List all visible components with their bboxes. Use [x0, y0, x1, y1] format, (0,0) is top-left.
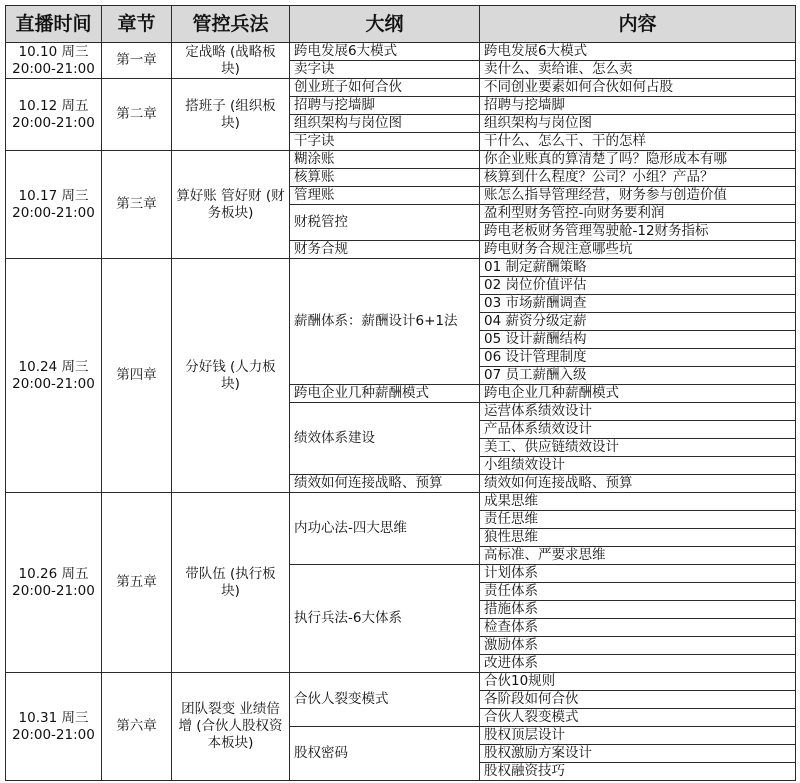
content-cell: 美工、供应链绩效设计 — [480, 439, 796, 457]
outline-cell: 财税管控 — [290, 205, 480, 241]
content-cell: 改进体系 — [480, 655, 796, 673]
content-cell: 产品体系绩效设计 — [480, 421, 796, 439]
tactic-cell: 带队伍 (执行板块) — [172, 493, 290, 673]
live-time: 20:00-21:00 — [12, 582, 95, 599]
table-row — [6, 79, 796, 97]
outline-cell: 内功心法-四大思维 — [290, 493, 480, 565]
outline-cell: 合伙人裂变模式 — [290, 673, 480, 727]
content-cell: 01 制定薪酬策略 — [480, 259, 796, 277]
content-cell: 小组绩效设计 — [480, 457, 796, 475]
outline-cell: 跨电发展6大模式 — [290, 43, 480, 61]
outline-cell: 干字诀 — [290, 133, 480, 151]
content-cell: 成果思维 — [480, 493, 796, 511]
header-outline: 大纲 — [290, 6, 480, 43]
header-row — [6, 6, 796, 43]
content-cell: 合伙10规则 — [480, 673, 796, 691]
tactic-cell: 定战略 (战略板块) — [172, 43, 290, 79]
content-cell: 责任思维 — [480, 511, 796, 529]
content-cell: 账怎么指导管理经营，财务参与创造价值 — [480, 187, 796, 205]
chapter-cell: 第五章 — [102, 493, 172, 673]
content-cell: 狼性思维 — [480, 529, 796, 547]
outline-cell: 核算账 — [290, 169, 480, 187]
header-chapter: 章节 — [102, 6, 172, 43]
live-date: 10.12 周五 — [18, 97, 89, 114]
content-cell: 07 员工薪酬入级 — [480, 367, 796, 385]
outline-cell: 组织架构与岗位图 — [290, 115, 480, 133]
content-cell: 检查体系 — [480, 619, 796, 637]
live-date: 10.24 周三 — [18, 358, 89, 375]
outline-cell: 跨电企业几种薪酬模式 — [290, 385, 480, 403]
content-cell: 跨电老板财务管理驾驶舱-12财务指标 — [480, 223, 796, 241]
content-cell: 股权顶层设计 — [480, 727, 796, 745]
outline-cell: 招聘与挖墙脚 — [290, 97, 480, 115]
outline-cell: 卖字诀 — [290, 61, 480, 79]
content-cell: 各阶段如何合伙 — [480, 691, 796, 709]
table-row — [6, 151, 796, 169]
outline-cell: 管理账 — [290, 187, 480, 205]
live-time-cell — [6, 259, 102, 493]
tactic-cell: 搭班子 (组织板块) — [172, 79, 290, 151]
schedule-table — [5, 5, 796, 781]
tactic-cell: 团队裂变 业绩倍增 (合伙人股权资本板块) — [172, 673, 290, 781]
outline-cell: 绩效体系建设 — [290, 403, 480, 475]
header-tactic: 管控兵法 — [172, 6, 290, 43]
live-date: 10.10 周三 — [18, 43, 89, 60]
live-time: 20:00-21:00 — [12, 204, 95, 221]
content-cell: 绩效如何连接战略、预算 — [480, 475, 796, 493]
content-cell: 股权融资技巧 — [480, 763, 796, 781]
header-content: 内容 — [480, 6, 796, 43]
tactic-cell: 分好钱 (人力板块) — [172, 259, 290, 493]
table-row — [6, 259, 796, 277]
content-cell: 跨电财务合规注意哪些坑 — [480, 241, 796, 259]
content-cell: 激励体系 — [480, 637, 796, 655]
content-cell: 合伙人裂变模式 — [480, 709, 796, 727]
content-cell: 盈利型财务管控-向财务要利润 — [480, 205, 796, 223]
content-cell: 高标准、严要求思维 — [480, 547, 796, 565]
live-time-cell — [6, 151, 102, 259]
content-cell: 跨电发展6大模式 — [480, 43, 796, 61]
content-cell: 04 薪资分级定薪 — [480, 313, 796, 331]
live-time-cell — [6, 673, 102, 781]
content-cell: 你企业账真的算清楚了吗？隐形成本有哪 — [480, 151, 796, 169]
live-time: 20:00-21:00 — [12, 726, 95, 743]
live-time: 20:00-21:00 — [12, 114, 95, 131]
chapter-cell: 第二章 — [102, 79, 172, 151]
live-time: 20:00-21:00 — [12, 375, 95, 392]
live-time-cell — [6, 493, 102, 673]
live-time-cell — [6, 79, 102, 151]
outline-cell: 糊涂账 — [290, 151, 480, 169]
content-cell: 措施体系 — [480, 601, 796, 619]
chapter-cell: 第三章 — [102, 151, 172, 259]
content-cell: 计划体系 — [480, 565, 796, 583]
content-cell: 03 市场薪酬调查 — [480, 295, 796, 313]
chapter-cell: 第一章 — [102, 43, 172, 79]
content-cell: 运营体系绩效设计 — [480, 403, 796, 421]
content-cell: 跨电企业几种薪酬模式 — [480, 385, 796, 403]
table-row — [6, 493, 796, 511]
live-time: 20:00-21:00 — [12, 60, 95, 77]
content-cell: 卖什么、卖给谁、怎么卖 — [480, 61, 796, 79]
outline-cell: 薪酬体系：薪酬设计6+1法 — [290, 259, 480, 385]
content-cell: 股权激励方案设计 — [480, 745, 796, 763]
live-date: 10.31 周三 — [18, 709, 89, 726]
content-cell: 招聘与挖墙脚 — [480, 97, 796, 115]
tactic-cell: 算好账 管好财 (财务板块) — [172, 151, 290, 259]
outline-cell: 股权密码 — [290, 727, 480, 781]
table-row — [6, 43, 796, 61]
outline-cell: 财务合规 — [290, 241, 480, 259]
content-cell: 干什么、怎么干、干的怎样 — [480, 133, 796, 151]
chapter-cell: 第六章 — [102, 673, 172, 781]
live-time-cell — [6, 43, 102, 79]
content-cell: 核算到什么程度？公司？小组？产品？ — [480, 169, 796, 187]
outline-cell: 创业班子如何合伙 — [290, 79, 480, 97]
content-cell: 组织架构与岗位图 — [480, 115, 796, 133]
live-date: 10.17 周三 — [18, 187, 89, 204]
live-date: 10.26 周五 — [18, 565, 89, 582]
outline-cell: 绩效如何连接战略、预算 — [290, 475, 480, 493]
content-cell: 05 设计薪酬结构 — [480, 331, 796, 349]
header-live-time: 直播时间 — [6, 6, 102, 43]
content-cell: 责任体系 — [480, 583, 796, 601]
chapter-cell: 第四章 — [102, 259, 172, 493]
table-row — [6, 673, 796, 691]
content-cell: 02 岗位价值评估 — [480, 277, 796, 295]
outline-cell: 执行兵法-6大体系 — [290, 565, 480, 673]
content-cell: 06 设计管理制度 — [480, 349, 796, 367]
content-cell: 不同创业要素如何合伙如何占股 — [480, 79, 796, 97]
